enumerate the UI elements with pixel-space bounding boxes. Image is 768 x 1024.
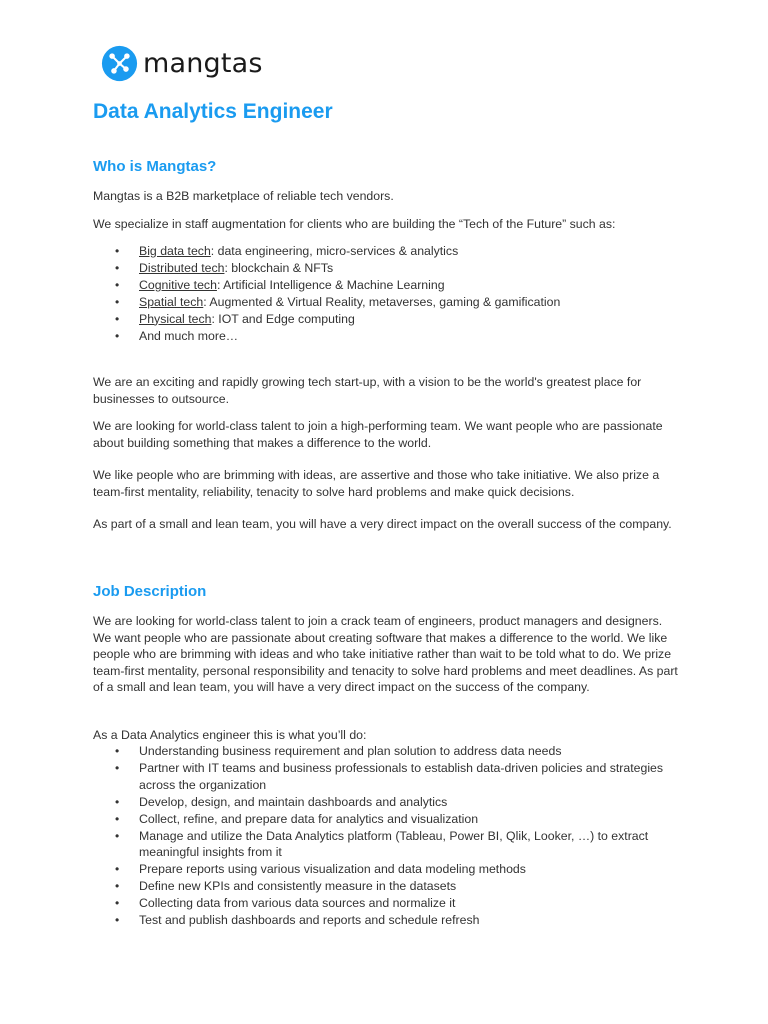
brand-logo — [101, 45, 263, 82]
section-heading-job: Job Description — [93, 583, 207, 600]
tech-list-item — [93, 243, 683, 260]
tech-desc: And much more… — [139, 328, 239, 343]
duty-list-item: • Develop, design, and maintain dashboards and analytics — [93, 794, 683, 811]
about-intro: Mangtas is a B2B marketplace of reliable tech vendors. — [93, 189, 394, 203]
duty-list-item: • Prepare reports using various visualization and data modeling methods — [93, 861, 683, 878]
tech-list-item — [93, 311, 683, 328]
duty-list-item: • Collect, refine, and prepare data for analytics and visualization — [93, 811, 683, 828]
job-description: We are looking for world-class talent to join a crack team of engineers, product managers and designers. We want people who are passionate about creating software that makes a difference to the world. We like people who are brimming with ideas and who take initiative rather than wait to be told what to do. We prize team-first mentality, personal responsibility and tenacity to solve hard problems and meet deadlines. As part of a small and lean team, you will have a very direct impact on the success of the company. — [93, 614, 678, 694]
about-paragraph: As part of a small and lean team, you will have a very direct impact on the overall success of the company. — [93, 517, 672, 531]
duty-list-item: • Partner with IT teams and business professionals to establish data-driven policies and strategies across the organization — [93, 760, 683, 794]
about-paragraph: We are looking for world-class talent to join a high-performing team. We want people who are passionate about building something that makes a difference to the world. — [93, 419, 663, 450]
tech-term: Distributed tech — [139, 260, 225, 275]
duty-list-item: • Manage and utilize the Data Analytics platform (Tableau, Power BI, Qlik, Looker, …) to extract meaningful insights from it — [93, 828, 683, 862]
tech-list — [93, 243, 683, 344]
tech-list-item — [93, 294, 683, 311]
about-paragraph: We like people who are brimming with ideas, are assertive and those who take initiative. We also prize a team-first mentality, reliability, tenacity to solve hard problems and make quick decisions. — [93, 468, 660, 499]
duty-list-item: • Test and publish dashboards and reports and schedule refresh — [93, 912, 683, 929]
tech-term: Big data tech — [139, 244, 211, 258]
about-paragraph: We are an exciting and rapidly growing tech start-up, with a vision to be the world's greatest place for businesses to outsource. — [93, 375, 642, 406]
duty-list — [93, 743, 683, 929]
page-title: Data Analytics Engineer — [93, 100, 333, 123]
tech-desc: : data engineering, micro-services & analytics — [210, 244, 459, 258]
tech-list-item — [93, 260, 683, 277]
brand-name: mangtas — [143, 48, 263, 79]
tech-term: Physical tech — [139, 311, 212, 326]
about-specialize: We specialize in staff augmentation for clients who are building the “Tech of the Future” such as: — [93, 217, 616, 231]
tech-list-item — [93, 328, 683, 345]
tech-desc: : Artificial Intelligence & Machine Learning — [216, 277, 445, 292]
mangtas-logo-icon — [101, 45, 138, 82]
tech-list-item — [93, 277, 683, 294]
duties-intro: As a Data Analytics engineer this is what you’ll do: — [93, 728, 367, 742]
tech-desc: : blockchain & NFTs — [224, 260, 334, 275]
duty-list-item: • Define new KPIs and consistently measure in the datasets — [93, 878, 683, 895]
tech-desc: : IOT and Edge computing — [211, 311, 355, 326]
tech-term: Spatial tech — [139, 294, 204, 309]
duty-list-item: • Understanding business requirement and plan solution to address data needs — [93, 743, 683, 760]
duty-list-item: • Collecting data from various data sources and normalize it — [93, 895, 683, 912]
section-heading-about: Who is Mangtas? — [93, 158, 217, 175]
tech-desc: : Augmented & Virtual Reality, metaverses, gaming & gamification — [203, 294, 561, 309]
tech-term: Cognitive tech — [139, 277, 217, 292]
